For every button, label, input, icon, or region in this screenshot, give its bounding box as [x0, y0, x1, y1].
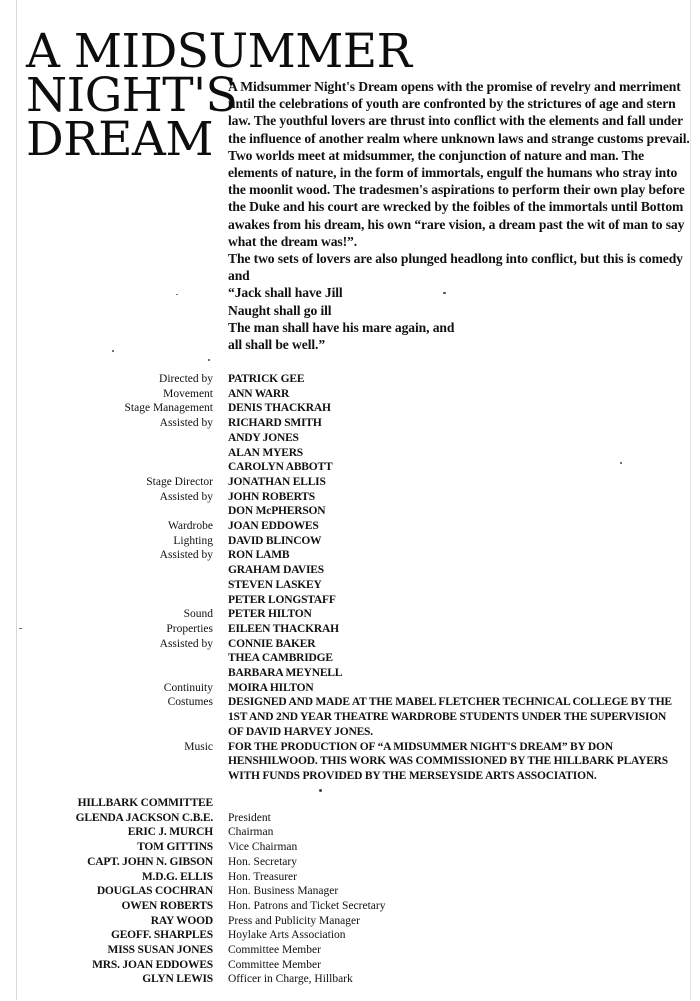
credit-names	[228, 607, 690, 622]
synopsis-paragraph-2: Two worlds meet at midsummer, the conjunction of nature and man. The elements of nature, in the form of immortals, engulf the humans who stray into the moonlit wood. The tradesmen's aspirations to perform their own play before the Duke and his court are wrecked by the foibles of the immortals until Bottom awakes from his dream, his own “rare vision, a dream past the wit of man to say what the dream was!”.	[228, 147, 685, 249]
synopsis-paragraph-1: A Midsummer Night's Dream opens with the promise of revelry and merriment until the celebrations of youth are confronted by the strictures of age and stern law. The youthful lovers are thrust into conflict with the elements and fall under the influence of another realm where unknown laws and strange customs prevail.	[228, 79, 690, 146]
credit-name: DON McPHERSON	[228, 505, 326, 518]
scan-speck	[620, 462, 622, 464]
credit-role: Lighting	[173, 534, 213, 547]
verse-line: Naught shall go ill	[228, 302, 332, 318]
credit-role: Continuity	[163, 681, 213, 694]
member-name: RAY WOOD	[150, 914, 213, 927]
verse-line: The man shall have his mare again, and	[228, 319, 455, 335]
credit-name: ALAN MYERS	[228, 446, 303, 459]
credit-name: RICHARD SMITH	[228, 417, 322, 430]
member-position: Vice Chairman	[228, 841, 298, 854]
credit-row	[30, 695, 690, 739]
credit-name: PETER HILTON	[228, 608, 312, 621]
member-name: DOUGLAS COCHRAN	[96, 885, 213, 898]
scan-speck	[19, 628, 22, 629]
credit-row	[30, 548, 690, 607]
credit-name: RON LAMB	[228, 549, 290, 562]
credit-row	[30, 416, 690, 475]
member-position: Officer in Charge, Hillbark	[228, 973, 353, 986]
credit-role: Stage Management	[124, 402, 213, 415]
credit-role: Stage Director	[146, 475, 213, 488]
credit-name: JONATHAN ELLIS	[228, 475, 326, 488]
member-position: Hon. Treasurer	[228, 870, 297, 883]
scan-speck	[319, 789, 322, 792]
credit-names	[228, 416, 690, 475]
music-note: FOR THE PRODUCTION OF “A MIDSUMMER NIGHT'S DREAM” BY DON HENSHILWOOD. THIS WORK WAS COMMISSIONED BY THE HILLBARK PLAYERS WITH FUNDS PROVIDED BY THE MERSEYSIDE ARTS ASSOCIATION.	[228, 740, 668, 782]
credit-name: CAROLYN ABBOTT	[228, 461, 333, 474]
credit-name: GRAHAM DAVIES	[228, 564, 324, 577]
committee-member	[30, 928, 690, 943]
credit-role: Movement	[163, 387, 213, 400]
credit-row	[30, 475, 690, 490]
credit-names	[228, 534, 690, 549]
credit-role: Sound	[183, 608, 213, 621]
committee-member	[30, 884, 690, 899]
credit-name: DAVID BLINCOW	[228, 534, 322, 547]
member-position: Hon. Patrons and Ticket Secretary	[228, 899, 386, 912]
member-name: MISS SUSAN JONES	[107, 944, 213, 957]
member-name: GEOFF. SHARPLES	[110, 929, 213, 942]
committee-member	[30, 825, 690, 840]
credit-names	[228, 372, 690, 387]
credit-names	[228, 637, 690, 681]
committee-member	[30, 972, 690, 987]
committee-member	[30, 943, 690, 958]
credit-name: ANDY JONES	[228, 431, 299, 444]
credit-row	[30, 681, 690, 696]
credit-row	[30, 740, 690, 784]
credit-role: Assisted by	[159, 490, 213, 503]
scan-speck	[176, 294, 178, 295]
credit-names	[228, 490, 690, 519]
member-position: Committee Member	[228, 944, 321, 957]
credit-row	[30, 534, 690, 549]
credit-row	[30, 387, 690, 402]
credit-names	[228, 681, 690, 696]
credit-names	[228, 695, 690, 739]
committee-heading-row	[30, 796, 690, 811]
title-line-1: A MIDSUMMER	[26, 24, 412, 79]
credit-row	[30, 490, 690, 519]
member-name: GLENDA JACKSON C.B.E.	[75, 811, 213, 824]
committee-member	[30, 855, 690, 870]
credit-names	[228, 475, 690, 490]
credit-names	[228, 622, 690, 637]
credit-name: JOAN EDDOWES	[228, 520, 319, 533]
credit-row	[30, 519, 690, 534]
credit-row	[30, 372, 690, 387]
scan-speck	[208, 359, 210, 361]
member-name: CAPT. JOHN N. GIBSON	[87, 855, 213, 868]
committee-member	[30, 840, 690, 855]
credit-names	[228, 401, 690, 416]
credit-name: MOIRA HILTON	[228, 681, 314, 694]
credit-role: Costumes	[167, 696, 213, 709]
member-position: Hoylake Arts Association	[228, 929, 346, 942]
committee-member	[30, 899, 690, 914]
credit-name: CONNIE BAKER	[228, 637, 316, 650]
credit-name: PATRICK GEE	[228, 373, 305, 385]
credit-role: Directed by	[159, 373, 213, 385]
credit-names	[228, 740, 690, 784]
committee-member	[30, 870, 690, 885]
committee-list	[30, 796, 690, 987]
credit-role: Music	[184, 740, 213, 753]
member-name: OWEN ROBERTS	[121, 899, 213, 912]
credit-role: Assisted by	[159, 637, 213, 650]
credit-role: Assisted by	[159, 417, 213, 430]
member-name: GLYN LEWIS	[142, 973, 213, 986]
costumes-note: DESIGNED AND MADE AT THE MABEL FLETCHER TECHNICAL COLLEGE BY THE 1ST AND 2ND YEAR THEATRE WARDROBE STUDENTS UNDER THE SUPERVISION OF DAVID HARVEY JONES.	[228, 696, 672, 738]
credit-names	[228, 387, 690, 402]
member-position: Hon. Business Manager	[228, 885, 339, 898]
credit-name: THEA CAMBRIDGE	[228, 652, 333, 665]
title-line-2: NIGHT'S	[26, 68, 238, 123]
credit-name: PETER LONGSTAFF	[228, 593, 336, 606]
synopsis-paragraph-3: The two sets of lovers are also plunged headlong into conflict, but this is comedy and	[228, 251, 683, 284]
committee-member	[30, 958, 690, 973]
credit-name: JOHN ROBERTS	[228, 490, 315, 503]
credit-row	[30, 401, 690, 416]
member-name: ERIC J. MURCH	[127, 826, 213, 839]
credit-name: ANN WARR	[228, 387, 290, 400]
credit-name: EILEEN THACKRAH	[228, 622, 339, 635]
committee-heading: HILLBARK COMMITTEE	[77, 797, 213, 809]
credit-row	[30, 607, 690, 622]
member-position: Committee Member	[228, 958, 321, 971]
credit-name: BARBARA MEYNELL	[228, 667, 343, 680]
title-line-3: DREAM	[26, 112, 213, 167]
verse-line: all shall be well.”	[228, 337, 326, 353]
production-credits	[30, 372, 690, 784]
scan-speck	[443, 292, 446, 294]
member-position: Press and Publicity Manager	[228, 914, 360, 927]
member-position: President	[228, 811, 271, 824]
verse-line: “Jack shall have Jill	[228, 285, 343, 301]
credit-names	[228, 548, 690, 607]
committee-member	[30, 811, 690, 826]
scan-speck	[112, 350, 114, 352]
member-position: Hon. Secretary	[228, 855, 297, 868]
credit-role: Assisted by	[159, 549, 213, 562]
committee-member	[30, 914, 690, 929]
credit-row	[30, 637, 690, 681]
member-name: TOM GITTINS	[137, 841, 213, 854]
member-name: M.D.G. ELLIS	[141, 870, 213, 883]
credit-names	[228, 519, 690, 534]
credit-row	[30, 622, 690, 637]
credit-role: Properties	[166, 622, 213, 635]
member-name: MRS. JOAN EDDOWES	[92, 958, 213, 971]
credit-name: STEVEN LASKEY	[228, 578, 322, 591]
synopsis	[228, 78, 694, 353]
credit-name: DENIS THACKRAH	[228, 402, 331, 415]
credit-role: Wardrobe	[167, 520, 213, 533]
member-position: Chairman	[228, 826, 274, 839]
